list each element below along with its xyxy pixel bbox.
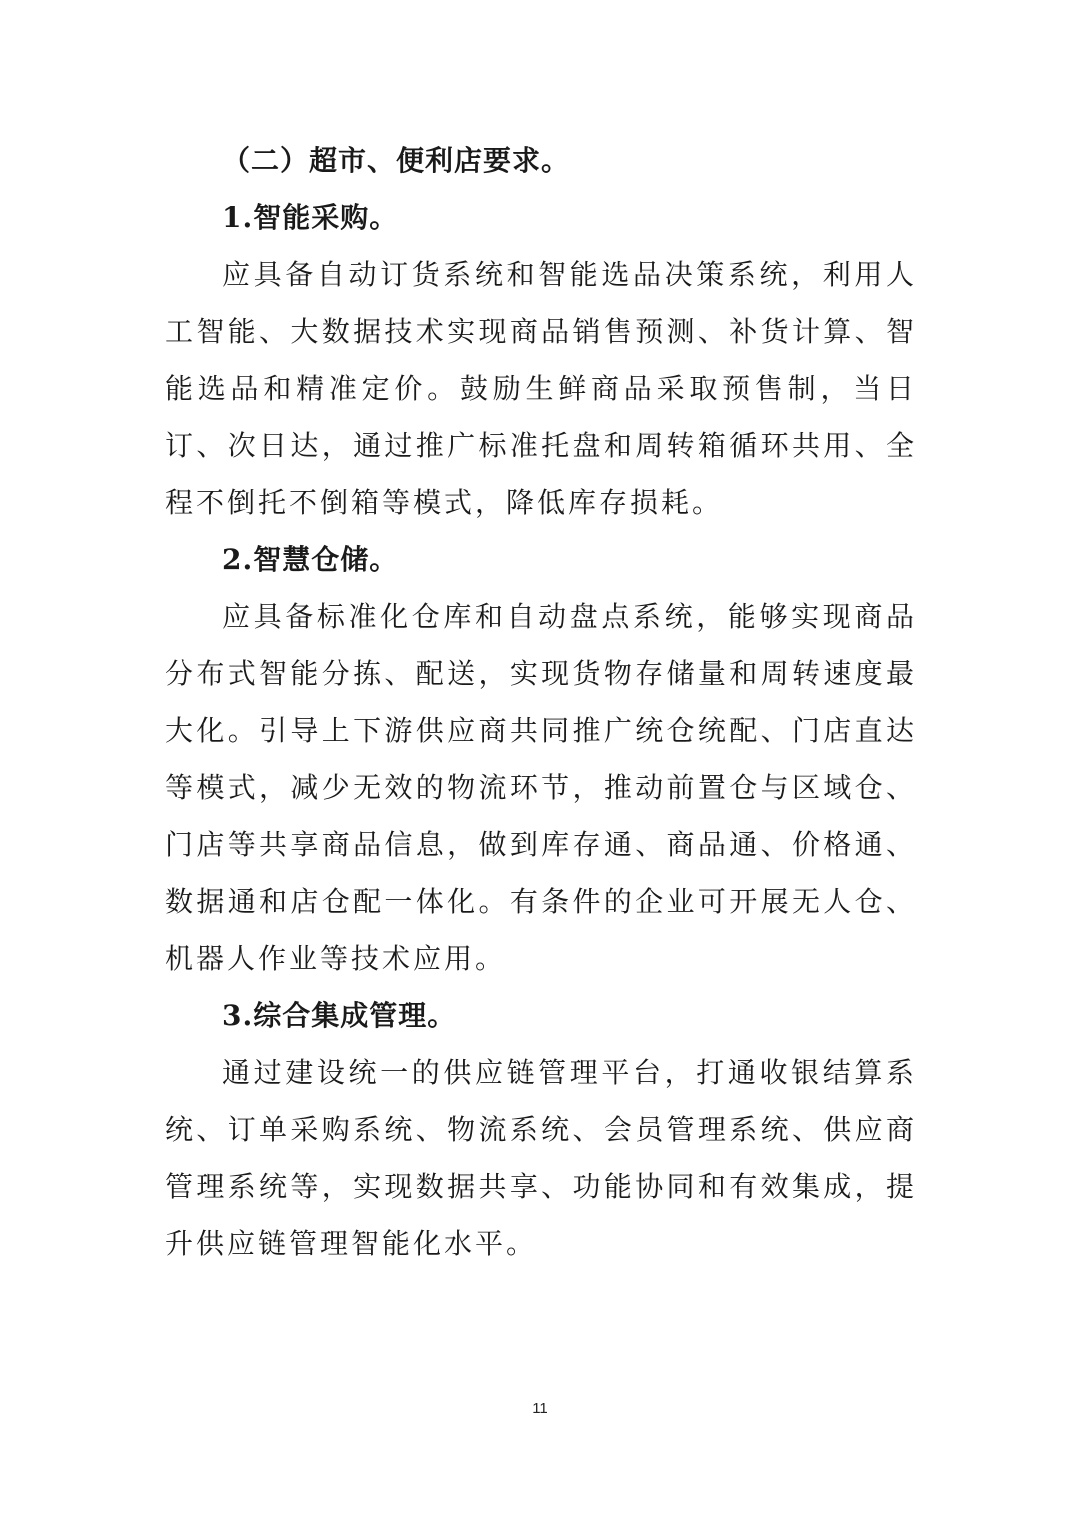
subsection-heading-smart-procurement: 1.智能采购。: [222, 201, 399, 234]
page-number: 11: [532, 1400, 548, 1417]
subsection-heading-integrated-management: 3.综合集成管理。: [222, 999, 457, 1032]
paragraph-integrated-management: 通过建设统一的供应链管理平台，打通收银结算系统、订单采购系统、物流系统、会员管理系统、供应商管理系统等，实现数据共享、功能协同和有效集成，提升供应链管理智能化水平。: [165, 1056, 917, 1260]
paragraph-smart-procurement: 应具备自动订货系统和智能选品决策系统，利用人工智能、大数据技术实现商品销售预测、补货计算、智能选品和精准定价。鼓励生鲜商品采取预售制，当日订、次日达，通过推广标准托盘和周转箱循环共用、全程不倒托不倒箱等模式，降低库存损耗。: [165, 258, 917, 519]
paragraph-smart-warehousing: 应具备标准化仓库和自动盘点系统，能够实现商品分布式智能分拣、配送，实现货物存储量和周转速度最大化。引导上下游供应商共同推广统仓统配、门店直达等模式，减少无效的物流环节，推动前置仓与区域仓、门店等共享商品信息，做到库存通、商品通、价格通、数据通和店仓配一体化。有条件的企业可开展无人仓、机器人作业等技术应用。: [165, 600, 917, 975]
section-heading: （二）超市、便利店要求。: [222, 144, 571, 177]
subsection-heading-smart-warehousing: 2.智慧仓储。: [222, 543, 399, 576]
document-body: [165, 132, 917, 1272]
